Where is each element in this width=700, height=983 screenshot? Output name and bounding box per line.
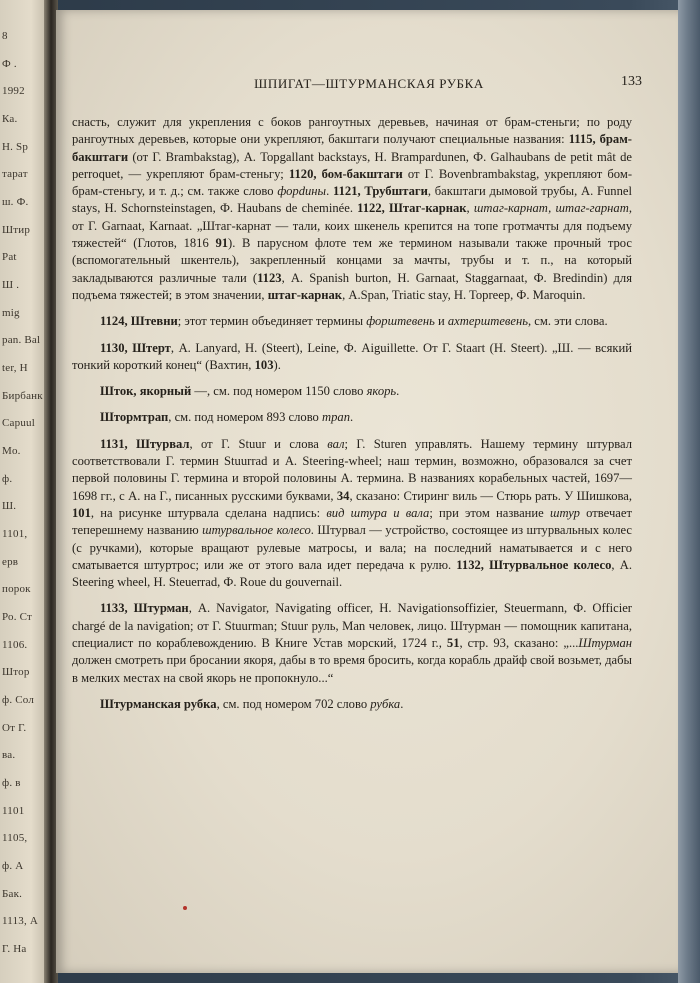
paragraph	[72, 600, 632, 686]
facing-page-fragment: 1106.	[2, 638, 28, 651]
text-run: .	[350, 410, 354, 425]
page-number: 133	[621, 74, 642, 89]
term-bold: 1133, Штурман	[100, 601, 189, 616]
term-bold: 103	[254, 357, 274, 372]
facing-page-fragment: 8	[2, 30, 8, 42]
text-run: от Г. Bovenbrambakstag, укрепляют бом-брам-стеньгу, и т. д.; см. также слово	[72, 166, 633, 199]
text-run: отвечает теперешнему названию	[72, 505, 632, 538]
facing-page-fragment: Capuul	[2, 417, 35, 430]
paragraph	[72, 313, 632, 330]
text-run: ). В парусном флоте тем же термином называли также прочный трос (вспомогательный шкентель), закрепленный концами за мачты, трубы и т. п., на который закладываются различные тали (	[72, 236, 632, 285]
text-run: , от Г. Garnaat, Karnaat. „Штаг-карнат — тали, коих шкенель крепится на топе гротмачты для подъему тяжестей“ (Глотов, 1816	[72, 201, 632, 251]
facing-page-fragment: 1105,	[2, 832, 28, 845]
paragraph	[72, 340, 632, 375]
text-run: ).	[273, 357, 281, 372]
text-run: , см. под номером 893 слово	[168, 410, 323, 425]
text-run: , сказано: Стиринг виль — Стюрь рать. У Шишкова,	[349, 488, 633, 503]
term-italic: вид штура и вала	[326, 505, 430, 520]
text-run: , стр. 93, сказано: „...	[459, 636, 579, 651]
term-bold: 1130, Штерт	[100, 340, 171, 355]
text-run: , от Г. Stuur и слова	[189, 436, 328, 451]
text-run: , бакштаги дымовой трубы, А. Funnel stays, H. Schornsteinstagen, Ф. Haubans de cheminée.	[72, 184, 632, 216]
facing-page-fragment: 1101	[2, 804, 25, 817]
term-italic: Штурман	[578, 636, 633, 651]
text-run: (от Г. Brambakstag), А. Topgallant backstays, Н. Brampardunen, Ф. Galhaubans de petit mât de perroquet, — укрепляют брам-стеньгу;	[72, 149, 632, 181]
term-bold: 34	[336, 488, 350, 503]
term-bold: 91	[215, 236, 229, 251]
facing-page-fragment: Ш .	[2, 279, 20, 292]
facing-page-fragment: Ф .	[2, 57, 17, 70]
text-run: ,	[466, 201, 474, 216]
term-italic: штур	[549, 505, 580, 520]
text-run: ; при этом название	[429, 505, 550, 520]
term-bold: Штормтрап	[100, 410, 169, 425]
text-run: —, см. под номером 1150 слово	[191, 384, 367, 399]
paragraph	[72, 696, 632, 713]
term-italic: трап	[322, 410, 351, 425]
term-italic: штаг-карнат, штаг-гарнат	[473, 201, 629, 216]
facing-page-fragment: ф. Сол	[2, 694, 35, 707]
text-run: снасть, служит для укрепления с боков рангоутных деревьев, начиная от брам-стеньги; по роду рангоутных деревьев, которые они укрепляют, бакштаги получают специальные названия:	[72, 115, 632, 147]
term-bold: Шток, якорный	[100, 384, 192, 399]
text-run: ; этот термин объединяет термины	[177, 314, 367, 329]
facing-page-fragment: 1113, А	[2, 915, 39, 928]
term-bold: 51	[446, 636, 460, 651]
paragraph	[72, 383, 632, 400]
paragraph	[72, 114, 632, 304]
term-bold: 1121, Трубштаги	[333, 184, 428, 199]
text-run: , А. Spanish burton, Н. Garnaat, Staggarnaat, Ф. Bredindin) для подъема тяжестей; в этом значении,	[72, 270, 632, 302]
paragraph	[72, 436, 632, 592]
term-bold: 1132, Штурвальное колесо	[456, 557, 612, 572]
text-run: .	[326, 184, 334, 199]
running-head	[96, 76, 642, 96]
ink-spot	[183, 906, 187, 910]
term-italic: вал	[327, 436, 345, 451]
facing-page-fragment: Ро. Ст	[2, 611, 33, 624]
text-run: , на рисунке штурвала сделана надпись:	[90, 505, 327, 520]
facing-page-fragment: pan. Bal	[2, 334, 41, 347]
text-run: . Штурвал — устройство, состоящее из штурвальных колес (с ручками), которые вращают рулевые матросы, и вала; на последний наматывается и с него сматывается штуртрос; или же от этого вала идет передача к рулю.	[72, 523, 632, 572]
facing-page-fragment: Mo.	[2, 445, 21, 458]
running-title: ШПИГАТ—ШТУРМАНСКАЯ РУБКА	[254, 76, 484, 91]
text-run: ; Г. Sturen управлять. Нашему термину штурвал соответствовали Г. термин Stuurrad и А. Steering-wheel; наш термин, возможно, образовался за счет первой половины Г. термина и второй половины А. термина. В названиях корабельных частей, 1697—1698 гг., с А. на Г., писанных русскими буквами,	[72, 436, 633, 503]
facing-page-fragment: ш. Ф.	[2, 196, 29, 209]
facing-page-fragment: Г. Ha	[2, 943, 27, 956]
facing-page-fragment: Pat	[2, 251, 17, 264]
facing-page-fragment: H. Sp	[2, 140, 29, 153]
term-italic: рубка	[370, 696, 401, 711]
term-bold: 101	[72, 505, 91, 520]
text-run: .	[396, 384, 400, 399]
term-bold: Штурманская рубка	[100, 696, 217, 711]
facing-page-fragment: От Г.	[2, 721, 27, 734]
term-italic: ахтерштевень	[447, 314, 528, 329]
facing-page-fragment: ф. А	[2, 860, 24, 873]
book-page	[56, 10, 680, 973]
term-italic: штурвальное колесо	[202, 523, 311, 538]
facing-page-fragment: ф. в	[2, 777, 21, 790]
term-bold: 1123	[257, 270, 282, 285]
facing-page-fragment: Ш.	[2, 500, 17, 513]
facing-page-fragment: ерв	[2, 555, 19, 568]
facing-page-fragment: ter, H	[2, 362, 28, 375]
text-run: , A.Span, Triatic stay, H. Topreep, Ф. Maroquin.	[342, 287, 586, 302]
paragraph	[72, 409, 632, 426]
facing-page-fragment: ф.	[2, 472, 13, 485]
term-bold: штаг-карнак	[267, 287, 343, 302]
facing-page-fragment: Ка.	[2, 113, 18, 125]
facing-page-fragment: Штир	[2, 223, 31, 236]
facing-page-fragment: Бак.	[2, 887, 23, 900]
term-italic: якорь	[366, 384, 397, 399]
facing-page-fragment: ва.	[2, 749, 16, 762]
text-run: , см. эти слова.	[527, 314, 608, 329]
body-text	[72, 114, 632, 722]
term-bold: 1124, Штевни	[100, 314, 178, 329]
facing-page-fragment: порок	[2, 583, 31, 596]
term-bold: 1131, Штурвал	[100, 436, 190, 451]
text-run: и	[434, 314, 448, 329]
text-run: .	[400, 696, 404, 711]
text-run: , см. под номером 702 слово	[216, 696, 371, 711]
facing-page-fragment: mig	[2, 306, 20, 319]
term-bold: 1120, бом-бакштаги	[288, 166, 403, 181]
text-run: , А. Lanyard, Н. (Steert), Leine, Ф. Aiguillette. От Г. Staart (Н. Steert). „Ш. — всякий тонкий короткий конец“ (Вахтин,	[72, 340, 632, 372]
term-bold: 1122, Штаг-карнак	[357, 201, 467, 216]
text-run: , А. Navigator, Navigating officer, Н. Navigationsoffizier, Steuermann, Ф. Officier chargé de la navigation; от Г. Stuurman; Stuur руль, Man человек, лицо. Штурман — помощник капитана, специалист по кораблевождению. В Книге Устав морский, 1724 г.,	[72, 601, 633, 651]
term-italic: форштевень	[366, 314, 435, 329]
cover-edge	[678, 0, 700, 983]
term-bold: 1115, брам-бакштаги	[72, 132, 632, 164]
term-italic: форduны	[277, 184, 327, 199]
facing-page-fragment: 1101,	[2, 528, 28, 541]
facing-page-fragment: Штор	[2, 666, 30, 679]
facing-page-fragment: тарат	[2, 168, 28, 181]
facing-page-fragment: Бирбанк	[2, 389, 43, 402]
text-run: , А. Steering wheel, Н. Steuerrad, Ф. Roue du gouvernail.	[72, 557, 632, 590]
text-run: должен смотреть при бросании якоря, дабы в то время бросить, когда корабль драйф свой возьмет, дабы в мелких местах на свой якорь не пропокнуло...“	[72, 653, 632, 685]
facing-page-fragment: 1992	[2, 85, 25, 98]
